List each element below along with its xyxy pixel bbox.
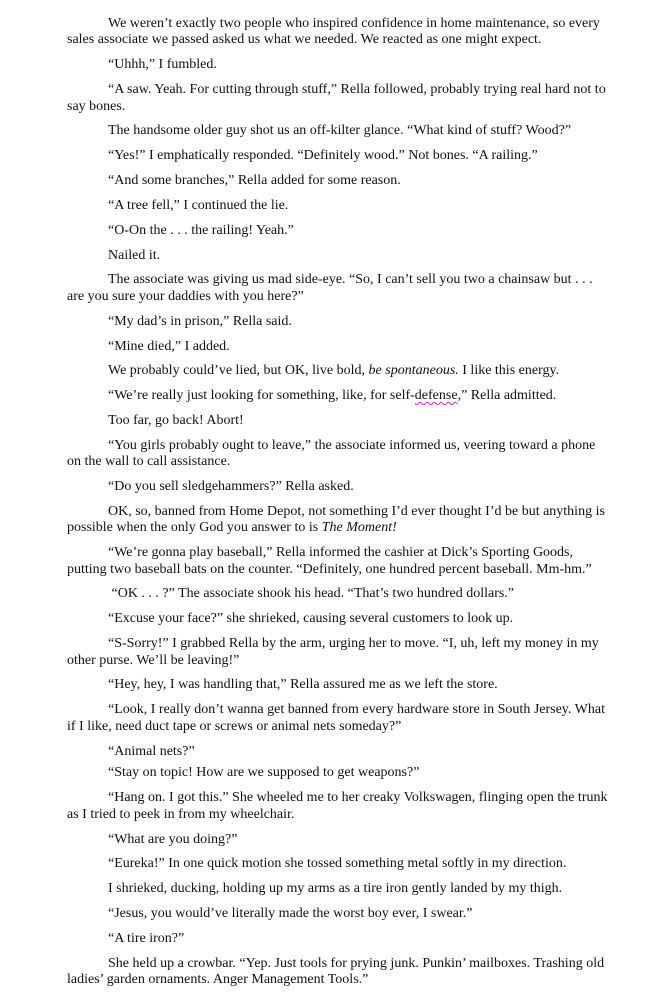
paragraph: The handsome older guy shot us an off-kilter glance. “What kind of stuff? Wood?”: [108, 123, 572, 139]
paragraph: “Excuse your face?” she shrieked, causing several customers to look up.: [108, 611, 514, 627]
paragraph: Nailed it.: [108, 247, 161, 263]
paragraph: “A saw. Yeah. For cutting through stuff,” Rella followed, probably trying real hard not to say bones.: [67, 82, 610, 114]
paragraph: I shrieked, ducking, holding up my arms as a tire iron gently landed by my thigh.: [108, 881, 563, 897]
paragraph: “Do you sell sledgehammers?” Rella asked.: [108, 479, 354, 495]
italic-phrase: The Moment!: [321, 520, 397, 536]
paragraph: “Eureka!” In one quick motion she tossed something metal softly in my direction.: [108, 856, 567, 872]
paragraph: “A tire iron?”: [108, 930, 185, 946]
paragraph: “Animal nets?”: [108, 743, 195, 759]
paragraph: Too far, go back! Abort!: [108, 413, 244, 429]
paragraph: “Look, I really don’t wanna get banned from every hardware store in South Jersey. What if I like, need duct tape or screws or animal nets someday?”: [67, 702, 609, 734]
paragraph: “Yes!” I emphatically responded. “Definitely wood.” Not bones. “A railing.”: [108, 148, 538, 164]
paragraph: “My dad’s in prison,” Rella said.: [108, 313, 292, 329]
paragraph: “Jesus, you would’ve literally made the worst boy ever, I swear.”: [108, 906, 473, 922]
paragraph: “Hang on. I got this.” She wheeled me to her creaky Volkswagen, flinging open the trunk as I tried to peek in from my wheelchair.: [67, 790, 611, 822]
spellcheck-flagged-word[interactable]: defense: [414, 388, 458, 404]
paragraph: “You girls probably ought to leave,” the associate informed us, veering toward a phone on the wall to call assistance.: [67, 437, 599, 470]
paragraph: We weren’t exactly two people who inspired confidence in home maintenance, so every sales associate we passed asked us what we needed. We reacted as one might expect.: [67, 16, 604, 48]
paragraph: “Hey, hey, I was handling that,” Rella assured me as we left the store.: [108, 677, 498, 693]
paragraph: “A tree fell,” I continued the lie.: [108, 197, 289, 213]
paragraph: “Mine died,” I added.: [108, 338, 230, 354]
italic-phrase: be spontaneous.: [368, 363, 459, 379]
paragraph: “And some branches,” Rella added for some reason.: [108, 173, 401, 189]
paragraph: “Uhhh,” I fumbled.: [108, 57, 217, 73]
paragraph: “OK . . . ?” The associate shook his head. “That’s two hundred dollars.”: [108, 586, 515, 602]
paragraph: “Stay on topic! How are we supposed to get weapons?”: [108, 765, 420, 781]
paragraph: “S-Sorry!” I grabbed Rella by the arm, urging her to move. “I, uh, left my money in my other purse. We’ll be leaving!”: [67, 636, 603, 668]
paragraph: The associate was giving us mad side-eye. “So, I can’t sell you two a chainsaw but . . . are you sure your daddies with you here?”: [67, 272, 597, 304]
paragraph: We probably could’ve lied, but OK, live bold, be spontaneous. I like this energy.: [108, 363, 560, 379]
paragraph: OK, so, banned from Home Depot, not something I’d ever thought I’d be but anything is possible when the only God you answer to is The Moment!: [67, 503, 609, 536]
paragraph: “We’re gonna play baseball,” Rella informed the cashier at Dick’s Sporting Goods, putting two baseball bats on the counter. “Definitely, one hundred percent baseball. Mm-hm.”: [67, 545, 592, 577]
paragraph: “What are you doing?”: [108, 831, 238, 847]
paragraph: “We’re really just looking for something, like, for self-defense,” Rella admitted.: [108, 388, 557, 404]
paragraph: “O-On the . . . the railing! Yeah.”: [108, 222, 294, 238]
paragraph: She held up a crowbar. “Yep. Just tools for prying junk. Punkin’ mailboxes. Trashing old ladies’ garden ornaments. Anger Management Tools.”: [67, 955, 608, 988]
